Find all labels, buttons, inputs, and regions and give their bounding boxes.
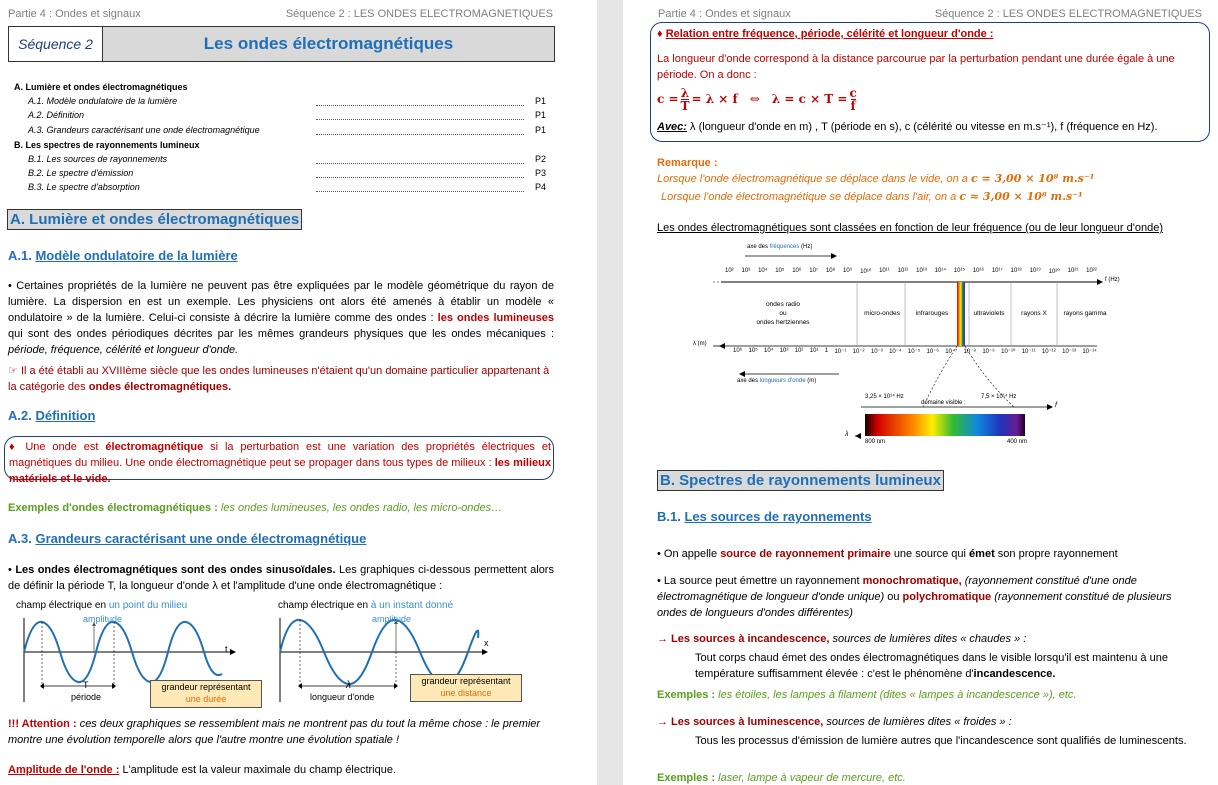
luminescence-text: Tous les processus d'émission de lumière autres que l'incandescence sont qualifiés de luminescents. [695, 735, 1187, 747]
toc-page: P1 [535, 110, 547, 120]
toc-item[interactable]: A.1. Modèle ondulatoire de la lumière [28, 96, 178, 106]
paragraph-primary-source: • On appelle source de rayonnement primaire une source qui émet son propre rayonnement [657, 548, 1118, 560]
remark-line-air: Lorsque l'onde électromagnétique se déplace dans l'air, on a c ≈ 3,00 × 10⁸ m.s⁻¹ [661, 190, 1083, 203]
visible-lambda-label: λ [845, 431, 849, 438]
graph-temporal-t: t [225, 644, 228, 654]
section-a-heading: A. Lumière et ondes électromagnétiques [7, 209, 302, 230]
paragraph-a1-history: ☞ Il a été établi au XVIIIème siècle que les ondes lumineuses n'étaient qu'un domaine particulier appartenant à la catégorie des ondes électromagnétiques. [8, 365, 550, 393]
relation-text: La longueur d'onde correspond à la distance parcourue par la perturbation pendant une durée égale à une période. On a donc : [657, 53, 1175, 81]
visible-nm-400: 400 nm [1007, 439, 1028, 445]
graph-temporal-title: champ électrique en un point du milieu [16, 600, 188, 611]
freq-ticks: 10² 10³ 10⁴ 10⁵ 10⁶ 10⁷ 10⁸ 10⁹ 10¹⁰ 10¹¹ 10¹² 10¹³ 10¹⁴ 10¹⁵ 10¹⁶ 10¹⁷ 10¹⁸ 10¹⁹ 10²⁰ 10²¹ 10²² [725, 268, 1097, 275]
visible-domain-label: domaine visible : [921, 400, 966, 406]
graph-spatial-wavelength: longueur d'onde [310, 692, 375, 702]
luminescence-examples: Exemples : laser, lampe à vapeur de mercure, etc. [657, 772, 906, 784]
relation-title: ♦ Relation entre fréquence, période, célérité et longueur d'onde : [657, 28, 994, 40]
header-left: Partie 4 : Ondes et signaux [658, 8, 791, 20]
freq-axis-label: axe des fréquences (Hz) [747, 244, 813, 250]
header-left: Partie 4 : Ondes et signaux [8, 8, 141, 20]
toc-page: P1 [535, 96, 547, 106]
heading-a3: A.3. Grandeurs caractérisant une onde électromagnétique [8, 531, 367, 546]
section-b-heading: B. Spectres de rayonnements lumineux [657, 470, 944, 491]
graph-spatial-lambda: λ [346, 680, 351, 691]
heading-a1: A.1. Modèle ondulatoire de la lumière [8, 248, 238, 263]
incandescence-examples: Exemples : les étoiles, les lampes à filament (dites « lampes à incandescence »), etc. [657, 689, 1077, 701]
domain-microwave: micro-ondes [864, 310, 900, 317]
graph-spatial-x: x [484, 638, 489, 648]
lambda-axis-label: λ (m) [693, 341, 707, 347]
graph-spatial-amplitude: amplitude [372, 614, 412, 624]
definition-box: ♦ Une onde est électromagnétique si la perturbation est une variation des propriétés électriques et magnétiques du milieu. Une onde électromagnétique peut se propager dans tous types de milieux : les milieux matériels et le vide. [4, 436, 554, 480]
f-axis-label: f (Hz) [1105, 277, 1120, 283]
title-box [8, 26, 555, 62]
toc-item[interactable]: A.3. Grandeurs caractérisant une onde électromagnétique [28, 125, 260, 135]
domain-xray: rayons X [1021, 310, 1047, 317]
visible-nm-800: 800 nm [865, 439, 886, 445]
right-page [623, 0, 1218, 785]
graph-temporal-box: grandeur représentant une durée [150, 680, 262, 708]
amplitude-definition: Amplitude de l'onde : L'amplitude est la valeur maximale du champ électrique. [8, 764, 397, 776]
domain-ultraviolet: ultraviolets [973, 310, 1005, 317]
classification-text: Les ondes électromagnétiques sont classées en fonction de leur fréquence (ou de leur longueur d'onde) [657, 222, 1163, 234]
relation-formula: c = $\frac{\lambda}{T}$ = λ × f ⇔ λ = c × T = $\frac{c}{f}$ [657, 85, 857, 113]
toc-item[interactable]: A. Lumière et ondes électromagnétiques [14, 82, 188, 92]
sequence-label: Séquence 2 [18, 36, 93, 52]
heading-a2: A.2. Définition [8, 408, 96, 423]
remark-title: Remarque : [657, 157, 718, 169]
incandescence-text: Tout corps chaud émet des ondes électromagnétiques dans le visible lorsqu'il est maintenu à une température suffisamment élevée : c'est le phénomène d'incandescence. [695, 652, 1168, 680]
graph-spatial-title: champ électrique en à un instant donné [278, 600, 454, 611]
toc-item[interactable]: B.1. Les sources de rayonnements [28, 154, 168, 164]
paragraph-a3: • Les ondes électromagnétiques sont des ondes sinusoïdales. Les graphiques ci-dessous permettent alors de définir la période T, la longueur d'onde λ et l'amplitude d'une onde électromagnétique : [8, 564, 554, 592]
header-right: Séquence 2 : LES ONDES ELECTROMAGNETIQUES [285, 8, 553, 20]
page-gap [597, 0, 623, 785]
header-right: Séquence 2 : LES ONDES ELECTROMAGNETIQUES [934, 8, 1202, 20]
em-spectrum-figure [685, 240, 1205, 450]
toc-page: P4 [535, 182, 547, 192]
wavelength-ticks: 10⁶ 10⁵ 10⁴ 10³ 10² 10¹ 1 10⁻¹ 10⁻² 10⁻³ 10⁻⁴ 10⁻⁵ 10⁻⁶ 10⁻⁷ 10⁻⁸ 10⁻⁹ 10⁻¹⁰ 10⁻¹¹ 10⁻¹² 10⁻¹³ 10⁻¹⁴ [733, 348, 1097, 355]
luminescence-title: → Les sources à luminescence, sources de lumières dites « froides » : [657, 716, 1012, 728]
graph-temporal-T: T [83, 680, 89, 690]
graph-temporal-amplitude: amplitude [83, 614, 123, 624]
domain-gamma: rayons gamma [1063, 310, 1107, 317]
visible-f-label: f [1055, 402, 1057, 409]
graph-temporal [8, 600, 268, 708]
graph-spatial-box: grandeur représentant une distance [410, 674, 522, 702]
toc-item[interactable]: B. Les spectres de rayonnements lumineux [14, 140, 200, 150]
wavelength-axis-label: axe des longueurs d'onde (m) [737, 378, 817, 384]
graph-spatial [270, 600, 532, 708]
paragraph-a1: • Certaines propriétés de la lumière ne peuvent pas être expliquées par le modèle géométrique du rayon de lumière. La dispersion en est un exemple. Les physiciens ont alors été amenés à établir un modèle « ondulatoire » de la lumière. Celui-ci consiste à décrire la lumière comme des ondes : les ondes lumineuses qui sont des ondes périodiques décrites par les mêmes grandeurs physiques que les ondes mécaniques : période, fréquence, célérité et longueur d'onde. [8, 280, 554, 356]
examples-line: Exemples d'ondes électromagnétiques : les ondes lumineuses, les ondes radio, les micro-ondes… [8, 502, 503, 514]
toc-item[interactable]: B.2. Le spectre d'émission [28, 168, 134, 178]
relation-box [650, 22, 1210, 142]
toc-item[interactable]: A.2. Définition [28, 110, 85, 120]
incandescence-title: → Les sources à incandescence, sources de lumières dites « chaudes » : [657, 633, 1027, 645]
page-title: Les ondes électromagnétiques [102, 27, 554, 61]
visible-freq-low: 3,25 × 10¹⁴ Hz [865, 394, 904, 400]
pointer-icon: ☞ [8, 365, 18, 377]
toc-page: P1 [535, 125, 547, 135]
toc-page: P2 [535, 154, 547, 164]
visible-freq-high: 7,5 × 10¹⁴ Hz [981, 394, 1017, 400]
paragraph-mono-poly: • La source peut émettre un rayonnement monochromatique, (rayonnement constitué d'une onde électromagnétique de longueur d'onde unique) ou polychromatique (rayonnement constitué de plusieurs ondes de longueurs d'ondes différentes) [657, 575, 1172, 619]
graph-temporal-period: période [71, 692, 102, 702]
toc-page: P3 [535, 168, 547, 178]
domain-infrared: infrarouges [915, 310, 949, 317]
domain-radio: ondes radio ou ondes hertziennes [756, 301, 810, 326]
attention-note: !!! Attention : ces deux graphiques se ressemblent mais ne montrent pas du tout la même chose : le premier montre une évolution temporelle alors que l'autre montre une évolution spatiale ! [8, 718, 541, 746]
heading-b1: B.1. Les sources de rayonnements [657, 509, 872, 524]
left-page [0, 0, 597, 785]
toc-item[interactable]: B.3. Le spectre d'absorption [28, 182, 140, 192]
relation-variables: Avec: λ (longueur d'onde en m) , T (période en s), c (célérité ou vitesse en m.s⁻¹), f (fréquence en Hz). [657, 121, 1158, 133]
remark-line-vacuum: Lorsque l'onde électromagnétique se déplace dans le vide, on a c = 3,00 × 10⁸ m.s⁻¹ [657, 172, 1095, 185]
